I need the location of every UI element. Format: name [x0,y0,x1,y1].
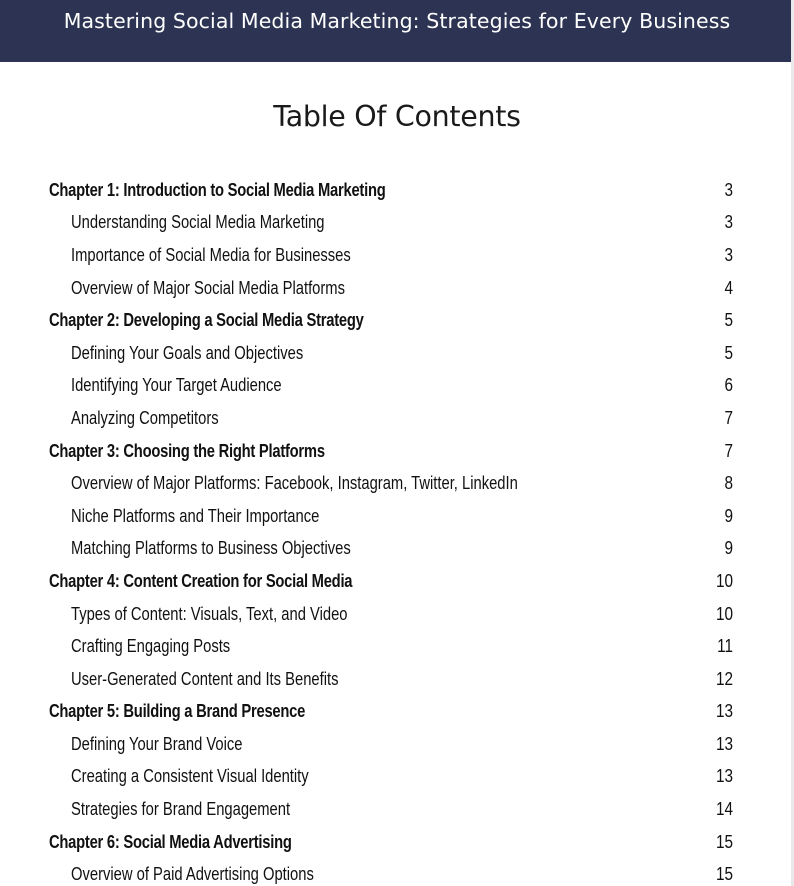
toc-entry-title[interactable]: Chapter 5: Building a Brand Presence [49,701,306,722]
toc-section-entry[interactable] [49,402,733,435]
toc-section-entry[interactable] [49,239,733,272]
toc-section-entry[interactable] [49,761,733,794]
toc-section-entry[interactable] [49,858,733,886]
toc-section-entry[interactable] [49,272,733,305]
toc-section-entry[interactable] [49,467,733,500]
toc-entry-title[interactable]: Understanding Social Media Marketing [71,212,325,233]
header-bar [0,0,794,62]
toc-entry-title[interactable]: Strategies for Brand Engagement [71,799,291,820]
document-title: Mastering Social Media Marketing: Strategies for Every Business [63,9,731,33]
toc-page-number: 14 [715,799,733,820]
toc-entry-title[interactable]: Creating a Consistent Visual Identity [71,766,309,787]
toc-section-entry[interactable] [49,337,733,370]
toc-page-number: 7 [724,440,733,461]
toc-entry-title[interactable]: Overview of Paid Advertising Options [71,864,314,885]
toc-entry-title[interactable]: Identifying Your Target Audience [71,375,282,396]
toc-page-number: 4 [724,277,733,298]
toc-section-entry[interactable] [49,630,733,663]
toc-entry-title[interactable]: Analyzing Competitors [71,407,219,428]
toc-page-number: 3 [724,179,733,200]
toc-page-number: 3 [724,212,733,233]
toc-entry-title[interactable]: User-Generated Content and Its Benefits [71,668,339,689]
toc-section-entry[interactable] [49,728,733,761]
toc-section-entry[interactable] [49,793,733,826]
toc-page-number: 12 [715,668,733,689]
toc-page-number: 5 [724,342,733,363]
toc-page-number: 9 [724,505,733,526]
toc-entry-title[interactable]: Importance of Social Media for Businesses [71,244,351,265]
toc-entry-title[interactable]: Crafting Engaging Posts [71,636,231,657]
toc-page-number: 15 [715,831,733,852]
table-of-contents [49,174,733,886]
toc-page-number: 8 [724,473,733,494]
toc-entry-title[interactable]: Chapter 6: Social Media Advertising [49,831,292,852]
toc-page-number: 10 [715,603,733,624]
toc-page-number: 10 [715,570,733,591]
toc-entry-title[interactable]: Chapter 4: Content Creation for Social Media [49,570,353,591]
toc-page-number: 3 [724,244,733,265]
toc-page-number: 9 [724,538,733,559]
toc-chapter-entry[interactable] [49,304,733,337]
toc-page-number: 5 [724,310,733,331]
toc-entry-title[interactable]: Chapter 3: Choosing the Right Platforms [49,440,325,461]
toc-section-entry[interactable] [49,663,733,696]
toc-page-number: 13 [715,701,733,722]
toc-entry-title[interactable]: Niche Platforms and Their Importance [71,505,320,526]
toc-chapter-entry[interactable] [49,826,733,859]
toc-entry-title[interactable]: Chapter 1: Introduction to Social Media Marketing [49,179,386,200]
toc-entry-title[interactable]: Overview of Major Social Media Platforms [71,277,345,298]
toc-chapter-entry[interactable] [49,696,733,729]
toc-page-number: 13 [715,766,733,787]
toc-section-entry[interactable] [49,500,733,533]
toc-page-number: 13 [715,733,733,754]
toc-section-entry[interactable] [49,598,733,631]
toc-chapter-entry[interactable] [49,435,733,468]
toc-section-entry[interactable] [49,370,733,403]
toc-heading: Table Of Contents [273,100,521,133]
toc-entry-title[interactable]: Defining Your Goals and Objectives [71,342,304,363]
toc-chapter-entry[interactable] [49,174,733,207]
toc-page-number: 11 [717,636,733,657]
toc-page-number: 15 [715,864,733,885]
toc-entry-title[interactable]: Overview of Major Platforms: Facebook, Instagram, Twitter, LinkedIn [71,473,518,494]
toc-entry-title[interactable]: Chapter 2: Developing a Social Media Strategy [49,310,364,331]
toc-section-entry[interactable] [49,207,733,240]
toc-entry-title[interactable]: Types of Content: Visuals, Text, and Video [71,603,348,624]
toc-entry-title[interactable]: Defining Your Brand Voice [71,733,243,754]
toc-page-number: 7 [724,407,733,428]
toc-entry-title[interactable]: Matching Platforms to Business Objectives [71,538,351,559]
toc-page-number: 6 [724,375,733,396]
toc-section-entry[interactable] [49,533,733,566]
toc-chapter-entry[interactable] [49,565,733,598]
